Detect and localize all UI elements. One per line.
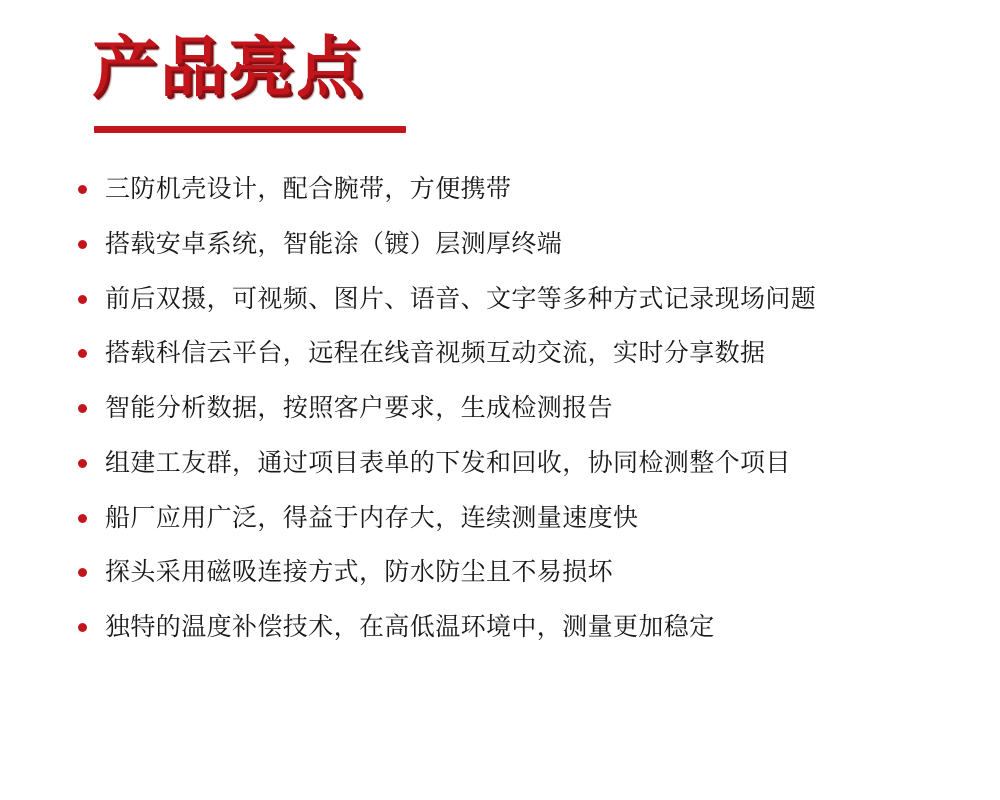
list-item-label: 搭载安卓系统，智能涂（镀）层测厚终端 bbox=[105, 228, 563, 258]
bullet-dot-icon bbox=[78, 568, 87, 577]
bullet-dot-icon bbox=[78, 185, 87, 194]
page-title: 产品亮点 bbox=[92, 29, 364, 106]
list-item bbox=[78, 610, 958, 644]
list-item bbox=[78, 172, 958, 206]
bullet-dot-icon bbox=[78, 404, 87, 413]
list-item bbox=[78, 555, 958, 589]
bullet-dot-icon bbox=[78, 514, 87, 523]
bullet-dot-icon bbox=[78, 349, 87, 358]
bullet-dot-icon bbox=[78, 240, 87, 249]
list-item bbox=[78, 227, 958, 261]
list-item-label: 独特的温度补偿技术，在高低温环境中，测量更加稳定 bbox=[105, 612, 715, 641]
list-item-label: 船厂应用广泛，得益于内存大，连续测量速度快 bbox=[105, 502, 639, 532]
list-item-label: 探头采用磁吸连接方式，防水防尘且不易损坏 bbox=[105, 557, 614, 587]
bullet-dot-icon bbox=[78, 295, 87, 304]
list-item-label: 组建工友群，通过项目表单的下发和回收，协同检测整个项目 bbox=[105, 447, 791, 477]
list-item-label: 三防机壳设计，配合腕带，方便携带 bbox=[105, 174, 512, 203]
list-item bbox=[78, 336, 958, 370]
list-item bbox=[78, 391, 958, 425]
list-item bbox=[78, 501, 958, 535]
list-item bbox=[78, 446, 958, 480]
list-item-label: 搭载科信云平台，远程在线音视频互动交流，实时分享数据 bbox=[105, 338, 766, 368]
list-item bbox=[78, 282, 958, 316]
bullet-dot-icon bbox=[78, 459, 87, 468]
list-item-label: 智能分析数据，按照客户要求，生成检测报告 bbox=[105, 393, 614, 422]
title-underline bbox=[94, 126, 406, 133]
bullet-dot-icon bbox=[78, 623, 87, 632]
feature-bullet-list bbox=[78, 172, 958, 665]
list-item-label: 前后双摄，可视频、图片、语音、文字等多种方式记录现场问题 bbox=[105, 283, 817, 313]
title-block bbox=[92, 29, 492, 106]
